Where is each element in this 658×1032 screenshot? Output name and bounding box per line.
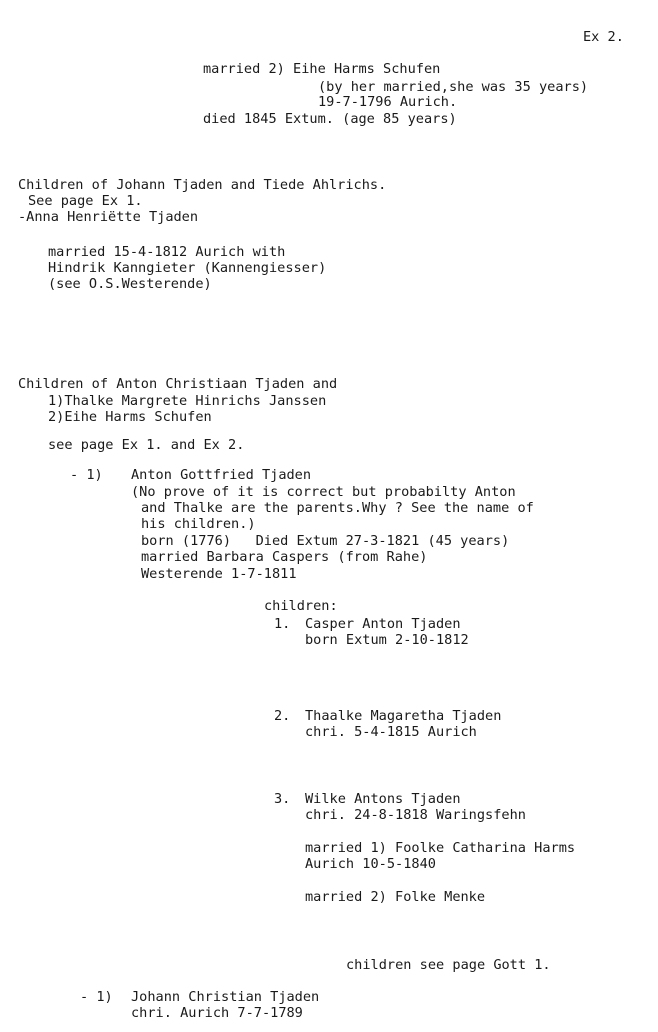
child-3-detail: chri. 24-8-1818 Waringsfehn: [305, 807, 526, 823]
gottfried-note-1: (No prove of it is correct but probabilty Anton: [131, 484, 516, 500]
child-2-name: Thaalke Magaretha Tjaden: [305, 708, 502, 724]
anna-spouse-line: Hindrik Kanngieter (Kannengiesser): [48, 260, 327, 276]
wilke-married-2: married 2) Folke Menke: [305, 889, 486, 905]
eihe-married-date: 19-7-1796 Aurich.: [318, 94, 458, 110]
gottfried-note-3: his children.): [141, 516, 256, 532]
johann-christian-detail: chri. Aurich 7-7-1789: [131, 1005, 303, 1021]
child-2-number: 2.: [274, 708, 291, 724]
gottfried-married: married Barbara Caspers (from Rahe): [141, 549, 428, 565]
gottfried-married-place: Westerende 1-7-1811: [141, 566, 297, 582]
child-1-detail: born Extum 2-10-1812: [305, 632, 469, 648]
child-3-number: 3.: [274, 791, 291, 807]
gottfried-note-2: and Thalke are the parents.Why ? See the name of: [141, 500, 534, 516]
anna-henriette-name: -Anna Henriëtte Tjaden: [18, 209, 199, 225]
eihe-age-note: (by her married,she was 35 years): [318, 79, 589, 95]
wilke-married-1-place: Aurich 10-5-1840: [305, 856, 436, 872]
wilke-children-ref: children see page Gott 1.: [346, 957, 551, 973]
gottfried-name: Anton Gottfried Tjaden: [131, 467, 312, 483]
johann-children-heading: Children of Johann Tjaden and Tiede Ahlrichs.: [18, 177, 387, 193]
johann-christian-name: Johann Christian Tjaden: [131, 989, 320, 1005]
anton-wife-1: 1)Thalke Margrete Hinrichs Janssen: [48, 393, 327, 409]
gottfried-marker: - 1): [70, 467, 103, 483]
wilke-married-1: married 1) Foolke Catharina Harms: [305, 840, 576, 856]
anton-see-page: see page Ex 1. and Ex 2.: [48, 437, 245, 453]
anton-wife-2: 2)Eihe Harms Schufen: [48, 409, 212, 425]
johann-christian-marker: - 1): [80, 989, 113, 1005]
child-1-number: 1.: [274, 616, 291, 632]
eihe-married-line: married 2) Eihe Harms Schufen: [203, 61, 441, 77]
child-3-name: Wilke Antons Tjaden: [305, 791, 461, 807]
child-2-detail: chri. 5-4-1815 Aurich: [305, 724, 477, 740]
child-1-name: Casper Anton Tjaden: [305, 616, 461, 632]
gottfried-children-label: children:: [264, 598, 338, 614]
eihe-died-line: died 1845 Extum. (age 85 years): [203, 111, 457, 127]
johann-see-page: See page Ex 1.: [28, 193, 143, 209]
anna-married-line: married 15-4-1812 Aurich with: [48, 244, 286, 260]
page-label: Ex 2.: [583, 29, 624, 45]
anna-see-ref: (see O.S.Westerende): [48, 276, 212, 292]
gottfried-born-died: born (1776) Died Extum 27-3-1821 (45 years): [141, 533, 510, 549]
anton-children-heading: Children of Anton Christiaan Tjaden and: [18, 376, 338, 392]
